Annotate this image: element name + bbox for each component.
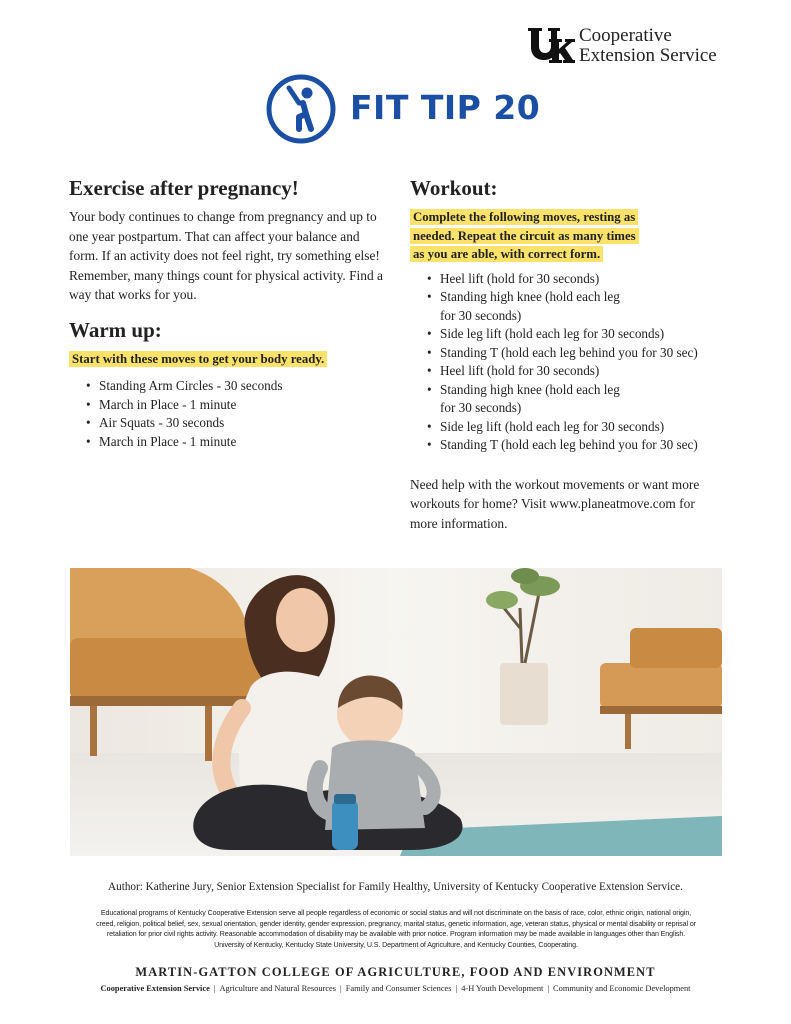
list-item: • Air Squats - 30 seconds: [85, 414, 389, 433]
list-item: • Standing high knee (hold each leg for 30 seconds): [426, 381, 626, 418]
workout-highlight-line: needed. Repeat the circuit as many times: [410, 228, 639, 244]
workout-highlight: [410, 208, 740, 264]
warmup-heading: Warm up:: [69, 318, 162, 342]
separator: |: [455, 984, 458, 993]
org-line-1: Cooperative: [579, 25, 672, 46]
list-item: • Standing T (hold each leg behind you for 30 sec): [426, 436, 731, 455]
list-item: • Standing Arm Circles - 30 seconds: [85, 377, 389, 396]
dept-item: Agriculture and Natural Resources: [219, 984, 337, 993]
separator: |: [547, 984, 550, 993]
list-item: • Standing high knee (hold each leg for 30 seconds): [426, 288, 626, 325]
exercise-body: Your body continues to change from pregnancy and up to one year postpartum. That can affect your balance and form. If an activity does not feel right, try something else! Remember, many things count for physical activity. Find a way that works for you.: [69, 209, 383, 302]
legal-fineprint: Educational programs of Kentucky Cooperative Extension serve all people regardless of economic or social status and will not discriminate on the basis of race, color, ethnic origin, national origin, creed, religion, political belief, sex, sexual orientation, gender identity, gender expression, pregnancy, marital status, genetic information, age, veteran status, physical or mental disability or reprisal or retaliation for prior civil rights activity. Reasonable accommodation of disability may be available with prior notice. Program information may be made available in languages other than English. University of Kentucky, Kentucky State University, U.S. Department of Agriculture, and Kentucky Counties, Cooperating.: [96, 909, 696, 949]
warmup-highlight-wrap: [69, 350, 389, 369]
separator: |: [213, 984, 216, 993]
mother-and-baby-photo: [70, 568, 722, 856]
org-line-2: Extension Service: [579, 45, 717, 66]
exercise-heading: Exercise after pregnancy!: [69, 176, 299, 200]
dept-first: Cooperative Extension Service: [100, 984, 210, 993]
warmup-list: [85, 377, 389, 451]
workout-section: [410, 176, 740, 533]
page-title: FIT TIP 20: [350, 88, 541, 127]
warmup-section: [69, 318, 389, 451]
list-item: • March in Place - 1 minute: [85, 396, 389, 415]
workout-heading: Workout:: [410, 176, 498, 200]
stretching-person-icon: [265, 73, 337, 145]
separator: |: [340, 984, 342, 993]
list-item: • Side leg lift (hold each leg for 30 seconds): [426, 325, 731, 344]
list-item: • Heel lift (hold for 30 seconds): [426, 270, 731, 289]
dept-item: 4-H Youth Development: [461, 984, 544, 993]
warmup-highlight: Start with these moves to get your body ready.: [69, 351, 327, 367]
department-list: [0, 984, 791, 993]
workout-highlight-line: Complete the following moves, resting as: [410, 209, 638, 225]
list-item: • Side leg lift (hold each leg for 30 seconds): [426, 418, 731, 437]
list-item: • Standing T (hold each leg behind you for 30 sec): [426, 344, 731, 363]
workout-help: Need help with the workout movements or want more workouts for home? Visit www.planeatmove.com for more information.: [410, 476, 700, 531]
org-name: [579, 26, 717, 66]
dept-item: Family and Consumer Sciences: [345, 984, 452, 993]
workout-highlight-line: as you are able, with correct form.: [410, 246, 603, 262]
exercise-section: [69, 176, 389, 305]
list-item: • March in Place - 1 minute: [85, 433, 389, 452]
list-item: • Heel lift (hold for 30 seconds): [426, 362, 731, 381]
dept-item: Community and Economic Development: [553, 984, 691, 993]
college-name: MARTIN-GATTON COLLEGE OF AGRICULTURE, FOOD AND ENVIRONMENT: [135, 965, 656, 979]
author-credit: Author: Katherine Jury, Senior Extension Specialist for Family Healthy, University of Kentucky Cooperative Extension Service.: [108, 881, 683, 893]
uk-logo: [527, 26, 575, 66]
workout-list: [426, 270, 731, 455]
